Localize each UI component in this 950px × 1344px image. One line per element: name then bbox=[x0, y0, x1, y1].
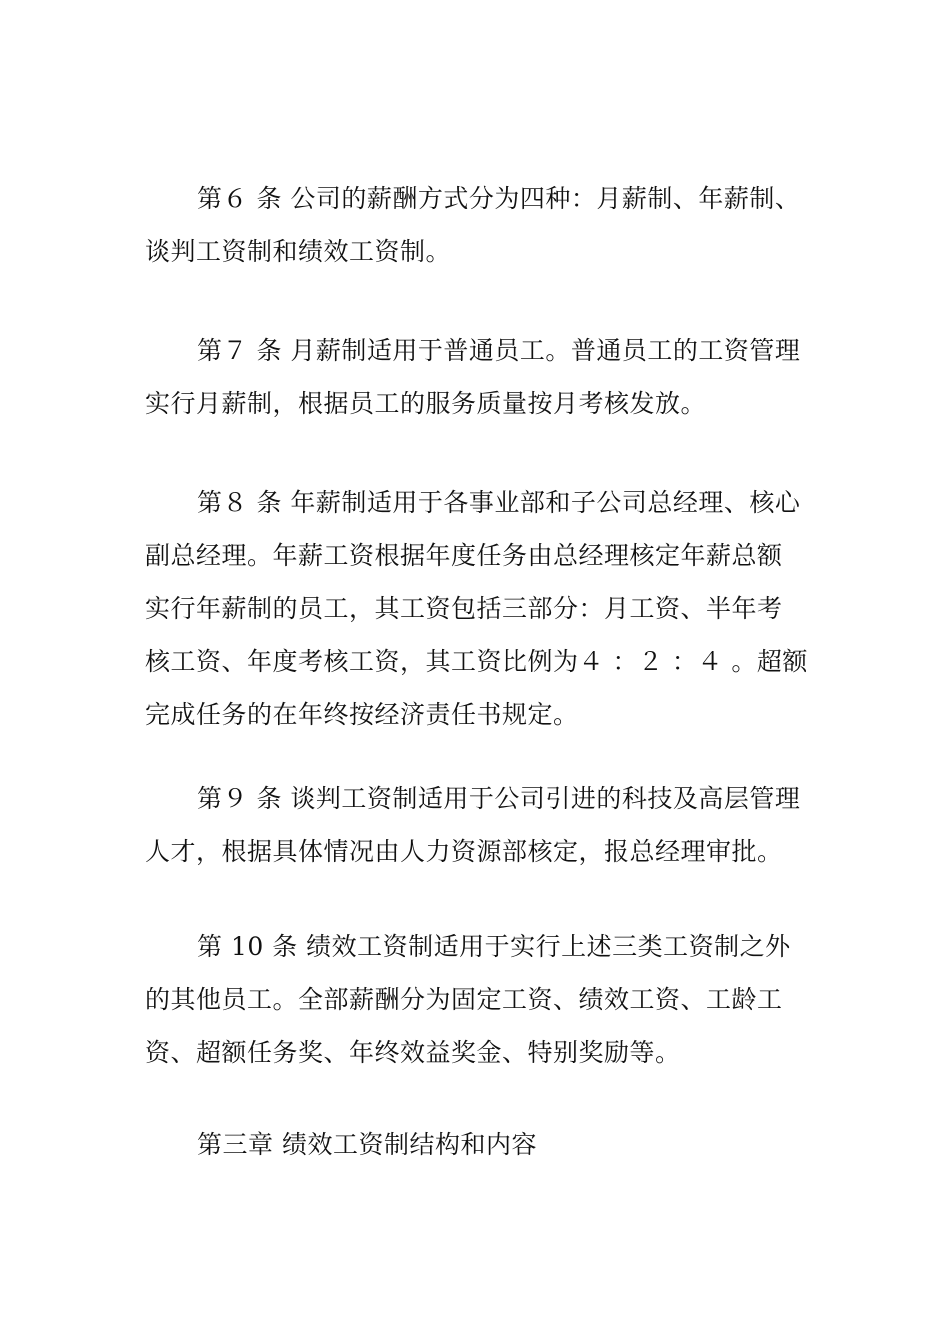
paragraph-line: 的其他员工。全部薪酬分为固定工资、绩效工资、工龄工 bbox=[145, 985, 783, 1014]
article-10-paragraph bbox=[145, 920, 807, 1079]
chapter-3-heading bbox=[145, 1118, 807, 1171]
paragraph-line: 实行月薪制，根据员工的服务质量按月考核发放。 bbox=[145, 389, 707, 418]
paragraph-line: 资、超额任务奖、年终效益奖金、特别奖励等。 bbox=[145, 1038, 681, 1067]
article-9-paragraph bbox=[145, 772, 807, 878]
article-7-paragraph bbox=[145, 324, 807, 430]
paragraph-line: 谈判工资制和绩效工资制。 bbox=[145, 237, 452, 266]
paragraph-line: 第９ 条 谈判工资制适用于公司引进的科技及高层管理 bbox=[197, 784, 801, 813]
article-6-paragraph bbox=[145, 172, 807, 278]
article-8-paragraph bbox=[145, 476, 807, 741]
paragraph-line: 人才，根据具体情况由人力资源部核定，报总经理审批。 bbox=[145, 837, 783, 866]
paragraph-line: 核工资、年度考核工资，其工资比例为４ ：２ ：４ 。超额 bbox=[145, 647, 808, 676]
paragraph-line: 第８ 条 年薪制适用于各事业部和子公司总经理、核心 bbox=[197, 488, 801, 517]
paragraph-line: 第 10 条 绩效工资制适用于实行上述三类工资制之外 bbox=[197, 932, 791, 961]
paragraph-line: 第７ 条 月薪制适用于普通员工。普通员工的工资管理 bbox=[197, 336, 801, 365]
paragraph-line: 第６ 条 公司的薪酬方式分为四种：月薪制、年薪制、 bbox=[197, 184, 801, 213]
paragraph-line: 实行年薪制的员工，其工资包括三部分：月工资、半年考 bbox=[145, 594, 783, 623]
paragraph-line: 副总经理。年薪工资根据年度任务由总经理核定年薪总额 bbox=[145, 541, 783, 570]
chapter-heading-text: 第三章 绩效工资制结构和内容 bbox=[197, 1130, 537, 1159]
paragraph-line: 完成任务的在年终按经济责任书规定。 bbox=[145, 700, 579, 729]
